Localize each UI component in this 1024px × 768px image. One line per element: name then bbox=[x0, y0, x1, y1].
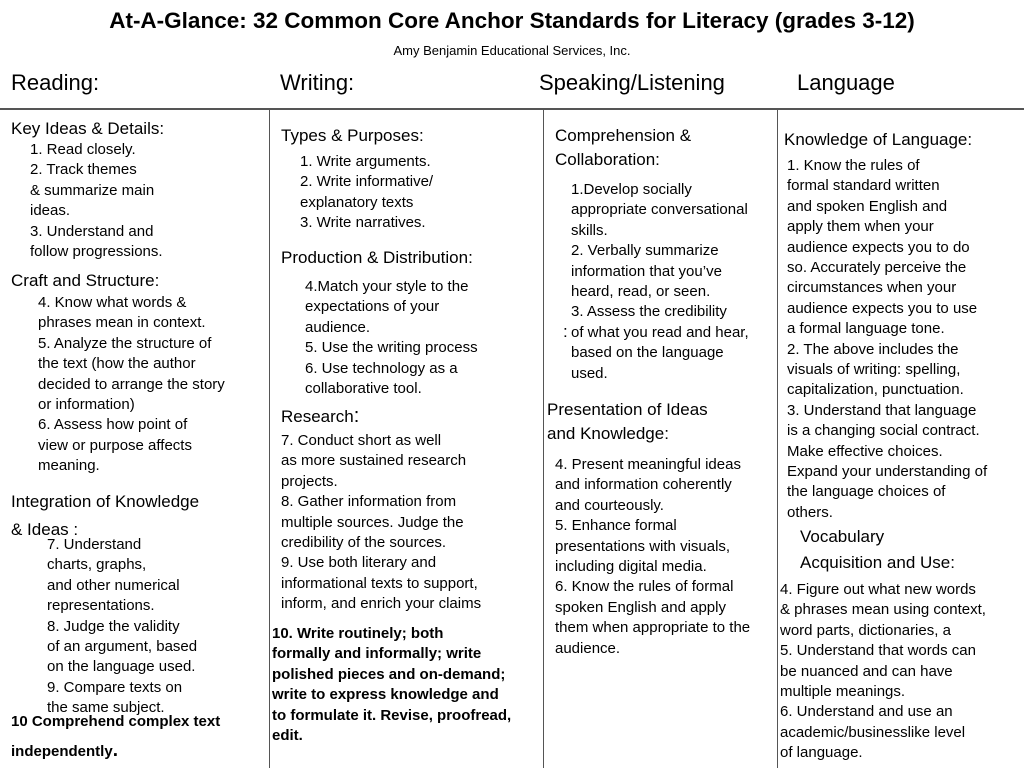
list-item: presentations with visuals, bbox=[555, 537, 731, 555]
list-item: view or purpose affects bbox=[38, 436, 192, 454]
list-item: ideas. bbox=[30, 202, 71, 220]
column-divider-1 bbox=[269, 110, 270, 768]
list-item: 1. Read closely. bbox=[30, 141, 136, 158]
list-item: of an argument, based bbox=[47, 638, 198, 655]
list-item: the same subject. bbox=[47, 699, 165, 717]
list-item: audience expects you to use bbox=[787, 299, 978, 317]
header-writing: Writing: bbox=[280, 70, 355, 95]
list-item: circumstances when your bbox=[787, 279, 957, 297]
page-title: At-A-Glance: 32 Common Core Anchor Standards for Literacy (grades 3-12) bbox=[109, 8, 915, 33]
list-item: as more sustained research bbox=[281, 452, 467, 470]
integration-heading: Integration of Knowledge bbox=[11, 492, 200, 511]
list-item: used. bbox=[571, 364, 608, 382]
list-item: 3. Understand that language bbox=[787, 401, 977, 419]
list-item: 6. Know the rules of formal bbox=[555, 578, 734, 596]
list-item: 1. Write arguments. bbox=[300, 153, 431, 170]
list-item: informational texts to support, bbox=[281, 574, 478, 592]
list-item: 9. Use both literary and bbox=[281, 554, 437, 572]
list-item: Expand your understanding of bbox=[787, 463, 988, 480]
list-item: representations. bbox=[47, 597, 155, 615]
list-item: 7. Conduct short as well bbox=[281, 432, 442, 449]
column-divider-3 bbox=[777, 110, 778, 768]
comprehend-standard-line2 bbox=[11, 741, 118, 762]
list-item: capitalization, punctuation. bbox=[787, 381, 964, 399]
list-item: heard, read, or seen. bbox=[571, 283, 711, 300]
list-item: and courteously. bbox=[555, 496, 664, 514]
list-item: a formal language tone. bbox=[787, 320, 945, 338]
vocabulary-heading: Vocabulary bbox=[800, 527, 885, 546]
list-item: the text (how the author bbox=[38, 355, 196, 373]
comprehend-standard: 10 Comprehend complex text bbox=[11, 713, 221, 730]
page-subtitle: Amy Benjamin Educational Services, Inc. bbox=[393, 43, 631, 58]
comprehend-period: . bbox=[112, 740, 118, 761]
list-item: 3. Understand and bbox=[30, 222, 154, 240]
header-reading: Reading: bbox=[11, 70, 100, 95]
list-item: visuals of writing: spelling, bbox=[787, 361, 961, 378]
list-item: 5. Enhance formal bbox=[555, 517, 677, 535]
research-heading-colon: : bbox=[353, 405, 360, 427]
list-item: formally and informally; write bbox=[272, 645, 482, 663]
list-item: 4. Figure out what new words bbox=[780, 581, 976, 598]
knowledge-of-language-heading: Knowledge of Language: bbox=[784, 130, 973, 149]
list-item: inform, and enrich your claims bbox=[281, 595, 482, 613]
list-item: 2. Track themes bbox=[30, 161, 137, 179]
presentation-heading-line2: and Knowledge: bbox=[547, 424, 669, 443]
list-item: expectations of your bbox=[305, 298, 440, 316]
list-item: write to express knowledge and bbox=[272, 686, 499, 704]
list-item: them when appropriate to the bbox=[555, 619, 751, 637]
list-item: of language. bbox=[780, 744, 863, 762]
research-heading bbox=[281, 404, 359, 429]
key-ideas-heading: Key Ideas & Details: bbox=[11, 119, 165, 138]
list-item: based on the language bbox=[571, 344, 724, 362]
list-item: 3. Assess the credibility bbox=[571, 303, 727, 321]
list-item: audience. bbox=[555, 639, 621, 657]
list-item: of what you read and hear, bbox=[571, 323, 749, 341]
list-item: on the language used. bbox=[47, 658, 196, 676]
list-item: edit. bbox=[272, 727, 303, 744]
header-language: Language bbox=[797, 70, 895, 95]
comprehension-collaboration-heading-line2: Collaboration: bbox=[555, 150, 660, 169]
presentation-heading: Presentation of Ideas bbox=[547, 400, 708, 419]
list-item: audience. bbox=[305, 318, 371, 336]
vocabulary-heading-line2: Acquisition and Use: bbox=[800, 553, 955, 572]
types-purposes-heading: Types & Purposes: bbox=[281, 126, 424, 145]
list-item: the language choices of bbox=[787, 483, 946, 501]
list-item: appropriate conversational bbox=[571, 201, 748, 219]
comprehend-text: independently bbox=[11, 743, 113, 760]
list-item: word parts, dictionaries, a bbox=[780, 621, 951, 639]
production-distribution-heading: Production & Distribution: bbox=[281, 248, 473, 267]
list-item: academic/businesslike level bbox=[780, 723, 966, 741]
list-item: skills. bbox=[571, 221, 608, 239]
list-item: multiple meanings. bbox=[780, 683, 906, 700]
list-item: phrases mean in context. bbox=[38, 314, 206, 332]
list-item: be nuanced and can have bbox=[780, 662, 953, 680]
list-item: explanatory texts bbox=[300, 193, 414, 211]
list-item: 5. Use the writing process bbox=[305, 339, 478, 357]
list-item: 10. Write routinely; both bbox=[272, 625, 444, 642]
list-item: polished pieces and on-demand; bbox=[272, 665, 506, 683]
list-item: 6. Use technology as a bbox=[305, 359, 458, 377]
list-item: & summarize main bbox=[30, 181, 155, 199]
list-item: 5. Analyze the structure of bbox=[38, 334, 212, 352]
list-item: to formulate it. Revise, proofread, bbox=[272, 706, 512, 724]
list-item: information that you’ve bbox=[571, 262, 722, 280]
integration-heading-line2: & Ideas : bbox=[11, 520, 79, 539]
list-item: is a changing social contract. bbox=[787, 422, 980, 440]
comprehension-collaboration-heading: Comprehension & bbox=[555, 126, 692, 145]
research-heading-text: Research bbox=[281, 407, 354, 426]
list-item: projects. bbox=[281, 472, 338, 490]
list-item: 4.Match your style to the bbox=[305, 278, 469, 295]
list-item: decided to arrange the story bbox=[38, 375, 225, 393]
list-item: 1. Know the rules of bbox=[787, 157, 920, 174]
list-item: meaning. bbox=[38, 457, 100, 475]
list-item: 8. Judge the validity bbox=[47, 617, 180, 635]
list-item: 2. Write informative/ bbox=[300, 173, 434, 191]
list-item: audience expects you to do bbox=[787, 238, 970, 256]
list-item: and other numerical bbox=[47, 576, 180, 594]
list-item: Make effective choices. bbox=[787, 442, 943, 460]
list-item: or information) bbox=[38, 396, 135, 413]
list-item: 4. Present meaningful ideas bbox=[555, 456, 741, 473]
list-item: 6. Assess how point of bbox=[38, 416, 188, 434]
list-item: 3. Write narratives. bbox=[300, 214, 426, 232]
header-speaking-listening: Speaking/Listening bbox=[539, 70, 725, 95]
list-item: so. Accurately perceive the bbox=[787, 259, 967, 276]
list-item: 8. Gather information from bbox=[281, 493, 457, 511]
stray-colon: : bbox=[563, 322, 568, 341]
list-item: 7. Understand bbox=[47, 536, 142, 553]
list-item: including digital media. bbox=[555, 558, 707, 575]
list-item: credibility of the sources. bbox=[281, 534, 447, 551]
list-item: & phrases mean using context, bbox=[780, 601, 986, 619]
craft-structure-heading: Craft and Structure: bbox=[11, 271, 160, 290]
list-item: multiple sources. Judge the bbox=[281, 513, 464, 531]
list-item: 1.Develop socially bbox=[571, 181, 692, 198]
list-item: 9. Compare texts on bbox=[47, 678, 183, 696]
column-divider-2 bbox=[543, 110, 544, 768]
list-item: others. bbox=[787, 503, 833, 521]
list-item: charts, graphs, bbox=[47, 556, 147, 574]
list-item: follow progressions. bbox=[30, 243, 163, 260]
list-item: 2. The above includes the bbox=[787, 340, 959, 358]
list-item: and spoken English and bbox=[787, 197, 948, 215]
list-item: apply them when your bbox=[787, 218, 934, 236]
list-item: and information coherently bbox=[555, 476, 732, 494]
list-item: spoken English and apply bbox=[555, 598, 726, 616]
list-item: 5. Understand that words can bbox=[780, 642, 976, 660]
list-item: 2. Verbally summarize bbox=[571, 242, 719, 260]
header-divider bbox=[0, 108, 1024, 110]
list-item: 4. Know what words & bbox=[38, 294, 187, 311]
list-item: collaborative tool. bbox=[305, 380, 422, 397]
list-item: 6. Understand and use an bbox=[780, 703, 953, 721]
list-item: formal standard written bbox=[787, 177, 940, 195]
